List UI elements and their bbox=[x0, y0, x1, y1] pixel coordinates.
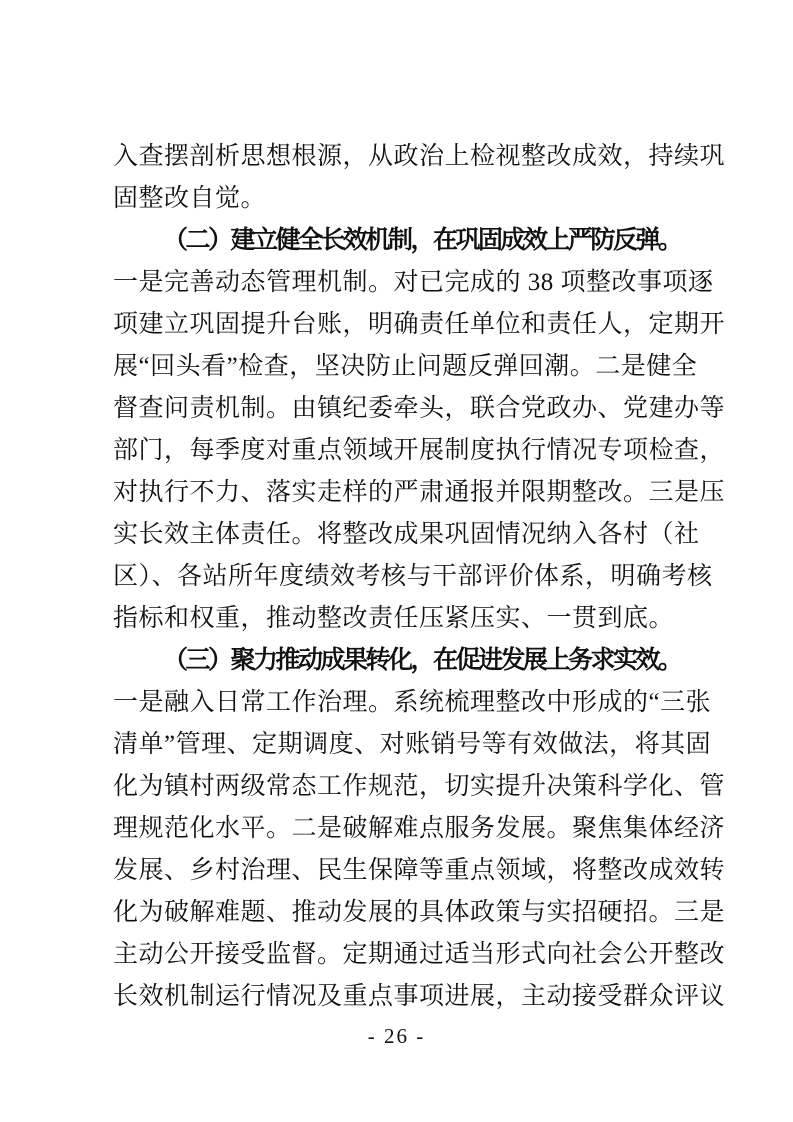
text-line: 部门，每季度对重点领域开展制度执行情况专项检查， bbox=[113, 437, 726, 464]
page-number: - 26 - bbox=[367, 1024, 426, 1048]
text-line: 实长效主体责任。将整改成果巩固情况纳入各村（社 bbox=[113, 521, 700, 548]
text-line: 入查摆剖析思想根源，从政治上检视整改成效，持续巩 bbox=[113, 143, 726, 170]
section-heading: （二）建立健全长效机制，在巩固成效上严防反弹。 bbox=[163, 227, 681, 254]
text-line: 指标和权重，推动整改责任压紧压实、一贯到底。 bbox=[113, 605, 675, 632]
text-line: 清单”管理、定期调度、对账销号等有效做法，将其固 bbox=[113, 731, 712, 758]
section-heading: （三）聚力推动成果转化，在促进发展上务求实效。 bbox=[163, 647, 681, 674]
text-line: 区）、各站所年度绩效考核与干部评价体系，明确考核 bbox=[113, 563, 713, 590]
text-line: 对执行不力、落实走样的严肃通报并限期整改。三是压 bbox=[113, 479, 726, 506]
text-line: 督查问责机制。由镇纪委牵头，联合党政办、党建办等 bbox=[113, 395, 726, 422]
text-line: 化为镇村两级常态工作规范，切实提升决策科学化、管 bbox=[113, 773, 726, 800]
text-line: 一是完善动态管理机制。对已完成的 38 项整改事项逐 bbox=[113, 269, 714, 296]
text-line: 长效机制运行情况及重点事项进展，主动接受群众评议 bbox=[113, 983, 726, 1010]
text-line: 发展、乡村治理、民生保障等重点领域，将整改成效转 bbox=[113, 857, 726, 884]
text-line: 理规范化水平。二是破解难点服务发展。聚焦集体经济 bbox=[113, 815, 726, 842]
text-line: 主动公开接受监督。定期通过适当形式向社会公开整改 bbox=[113, 941, 726, 968]
text-line: 展“回头看”检查，坚决防止问题反弹回潮。二是健全 bbox=[113, 353, 698, 380]
text-line: 一是融入日常工作治理。系统梳理整改中形成的“三张 bbox=[113, 689, 712, 716]
text-line: 项建立巩固提升台账，明确责任单位和责任人，定期开 bbox=[113, 311, 726, 338]
text-line: 固整改自觉。 bbox=[113, 185, 267, 212]
text-line: 化为破解难题、推动发展的具体政策与实招硬招。三是 bbox=[113, 899, 726, 926]
document-text-block bbox=[113, 136, 726, 1018]
